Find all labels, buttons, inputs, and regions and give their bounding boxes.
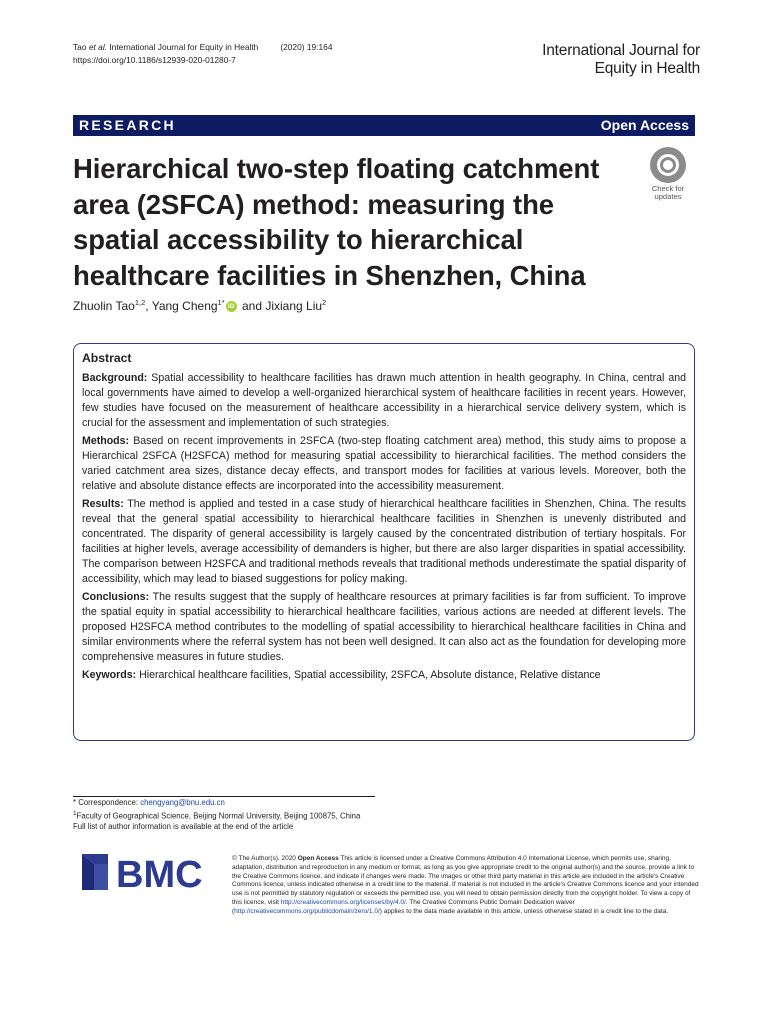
doi-link[interactable]: https://doi.org/10.1186/s12939-020-01280-7 [73, 55, 236, 65]
author-info-note: Full list of author information is available at the end of the article [73, 822, 294, 831]
article-title: Hierarchical two-step floating catchment area (2SFCA) method: measuring the spatial accessibility to hierarchical healthcare facilities in Shenzhen, China [73, 153, 600, 291]
section-label: Methods: [82, 435, 130, 448]
author-affiliation-sup: 1* [217, 298, 225, 307]
journal-name-line1: International Journal for [542, 42, 700, 59]
author-name: and Jixiang Liu [238, 299, 323, 313]
citation-header [73, 41, 332, 67]
abstract-box [73, 343, 695, 741]
author-affiliation-sup: 2 [322, 298, 327, 307]
license-body: This article is licensed under a Creative Commons Attribution 4.0 International License, which permits use, sharing, adaptation, distribution and reproduction in any medium or format, as long as you give appropriate credit to the original author(s) and the source, provide a link to the Creative Commons licence, and indicate if changes were made. The images or other third party material in this article are included in the article's Creative Commons licence, unless indicated otherwise in a credit line to the material. If material is not included in the article's Creative Commons licence and your intended use is not permitted by statutory regulation or exceeds the permitted use, you will need to obtain permission directly from the copyright holder. To view a copy of this licence, visit [232, 855, 699, 906]
journal-name [530, 42, 700, 78]
check-updates-line2: updates [654, 192, 682, 201]
bmc-logo-text: BMC [116, 854, 203, 892]
author-affiliation-sup: 1,2 [134, 298, 146, 307]
section-text: Spatial accessibility to healthcare facilities has drawn much attention in health geography. In China, central and local governments have aimed to develop a well-organized hierarchical system of healthcare facilities in recent years. However, few studies have focused on the measurement of healthcare accessibility in a hierarchical service delivery system, which is crucial for the assessment and implementation of such strategies. [82, 372, 686, 429]
section-text: The method is applied and tested in a case study of hierarchical healthcare facilities in Shenzhen, China. The results reveal that the general spatial accessibility to hierarchical healthcare facilities in Shenzhen is unevenly distributed and concentrated. The disparity of general accessibility is largely caused by the concentrated distribution of tertiary hospitals. For facilities at higher levels, average accessibility of demanders is higher, but there are also larger disparities in spatial accessibility. The comparison between H2SFCA and traditional methods reveals that traditional methods underestimate the spatial disparity of accessibility, which may lead to biased suggestions for policy making. [82, 498, 686, 585]
check-updates-icon [650, 147, 686, 183]
citation-year: (2020) 19:164 [280, 42, 333, 52]
section-text: Based on recent improvements in 2SFCA (two-step floating catchment area) method, this study aims to propose a Hierarchical 2SFCA (H2SFCA) method for measuring spatial accessibility to hierarchical facilities. The method considers the varied catchment area sizes, distance decay effects, and transport modes for facilities at various levels. Moreover, both the relative and absolute distance effects are incorporated into the accessibility measurement. [82, 435, 686, 492]
article-type-banner [73, 115, 695, 136]
abstract-results [82, 497, 686, 586]
abstract-background [82, 371, 686, 431]
license-text [232, 855, 702, 917]
abstract-keywords [82, 668, 686, 683]
license-oa: Open Access [297, 855, 339, 862]
citation-etal: et al. [88, 42, 108, 52]
citation-authors: Tao [73, 42, 89, 52]
bmc-logo-shape [94, 864, 108, 890]
check-updates-line1: Check for [651, 184, 685, 193]
cc-zero-link[interactable]: http://creativecommons.org/publicdomain/zero/1.0/ [234, 907, 380, 915]
license-body: ) applies to the data made available in this article, unless otherwise stated in a credit line to the data. [379, 907, 669, 915]
affiliation-text: Faculty of Geographical Science, Beijing Normal University, Beijing 100875, China [76, 811, 361, 821]
check-for-updates-button[interactable] [644, 147, 692, 201]
section-label: Results: [82, 498, 124, 511]
author-name: Zhuolin Tao [73, 299, 135, 313]
section-text: The results suggest that the supply of healthcare resources at primary facilities is far from sufficient. To improve the spatial equity in spatial accessibility to hierarchical healthcare facilities, various actions are needed at different levels. The proposed H2SFCA method contributes to the modelling of spatial accessibility to hierarchical healthcare facilities in China and similar environments where the referral system has not been well designed. It can also act as the foundation for developing more comprehensive measures in future studies. [82, 591, 686, 663]
abstract-methods [82, 434, 686, 494]
affiliation-sup: 1 [73, 809, 77, 817]
correspondence-email-link[interactable]: chengyang@bnu.edu.cn [140, 798, 225, 807]
abstract-heading: Abstract [82, 351, 132, 365]
correspondence-label: * Correspondence: [73, 798, 141, 807]
footnote-divider [73, 796, 375, 797]
orcid-icon[interactable]: iD [226, 301, 237, 312]
author-name: , Yang Cheng [145, 299, 218, 313]
section-label: Keywords: [82, 669, 137, 682]
section-label: Conclusions: [82, 591, 150, 604]
license-body: . The Creative Commons Public Domain Dedication waiver ( [232, 898, 575, 915]
section-label: Background: [82, 372, 148, 384]
footnotes [73, 798, 378, 833]
abstract-conclusions [82, 590, 686, 665]
article-type-label: RESEARCH [79, 117, 176, 133]
cc-by-link[interactable]: http://creativecommons.org/licenses/by/4.0/ [280, 898, 406, 906]
author-list [73, 298, 326, 313]
journal-name-line2: Equity in Health [594, 60, 700, 77]
copyright: © The Author(s). 2020 [232, 855, 298, 862]
section-text: Hierarchical healthcare facilities, Spatial accessibility, 2SFCA, Absolute distance, Relative distance [136, 669, 601, 682]
bmc-logo [82, 852, 222, 892]
citation-journal: International Journal for Equity in Health [109, 42, 259, 52]
open-access-label: Open Access [600, 117, 689, 133]
